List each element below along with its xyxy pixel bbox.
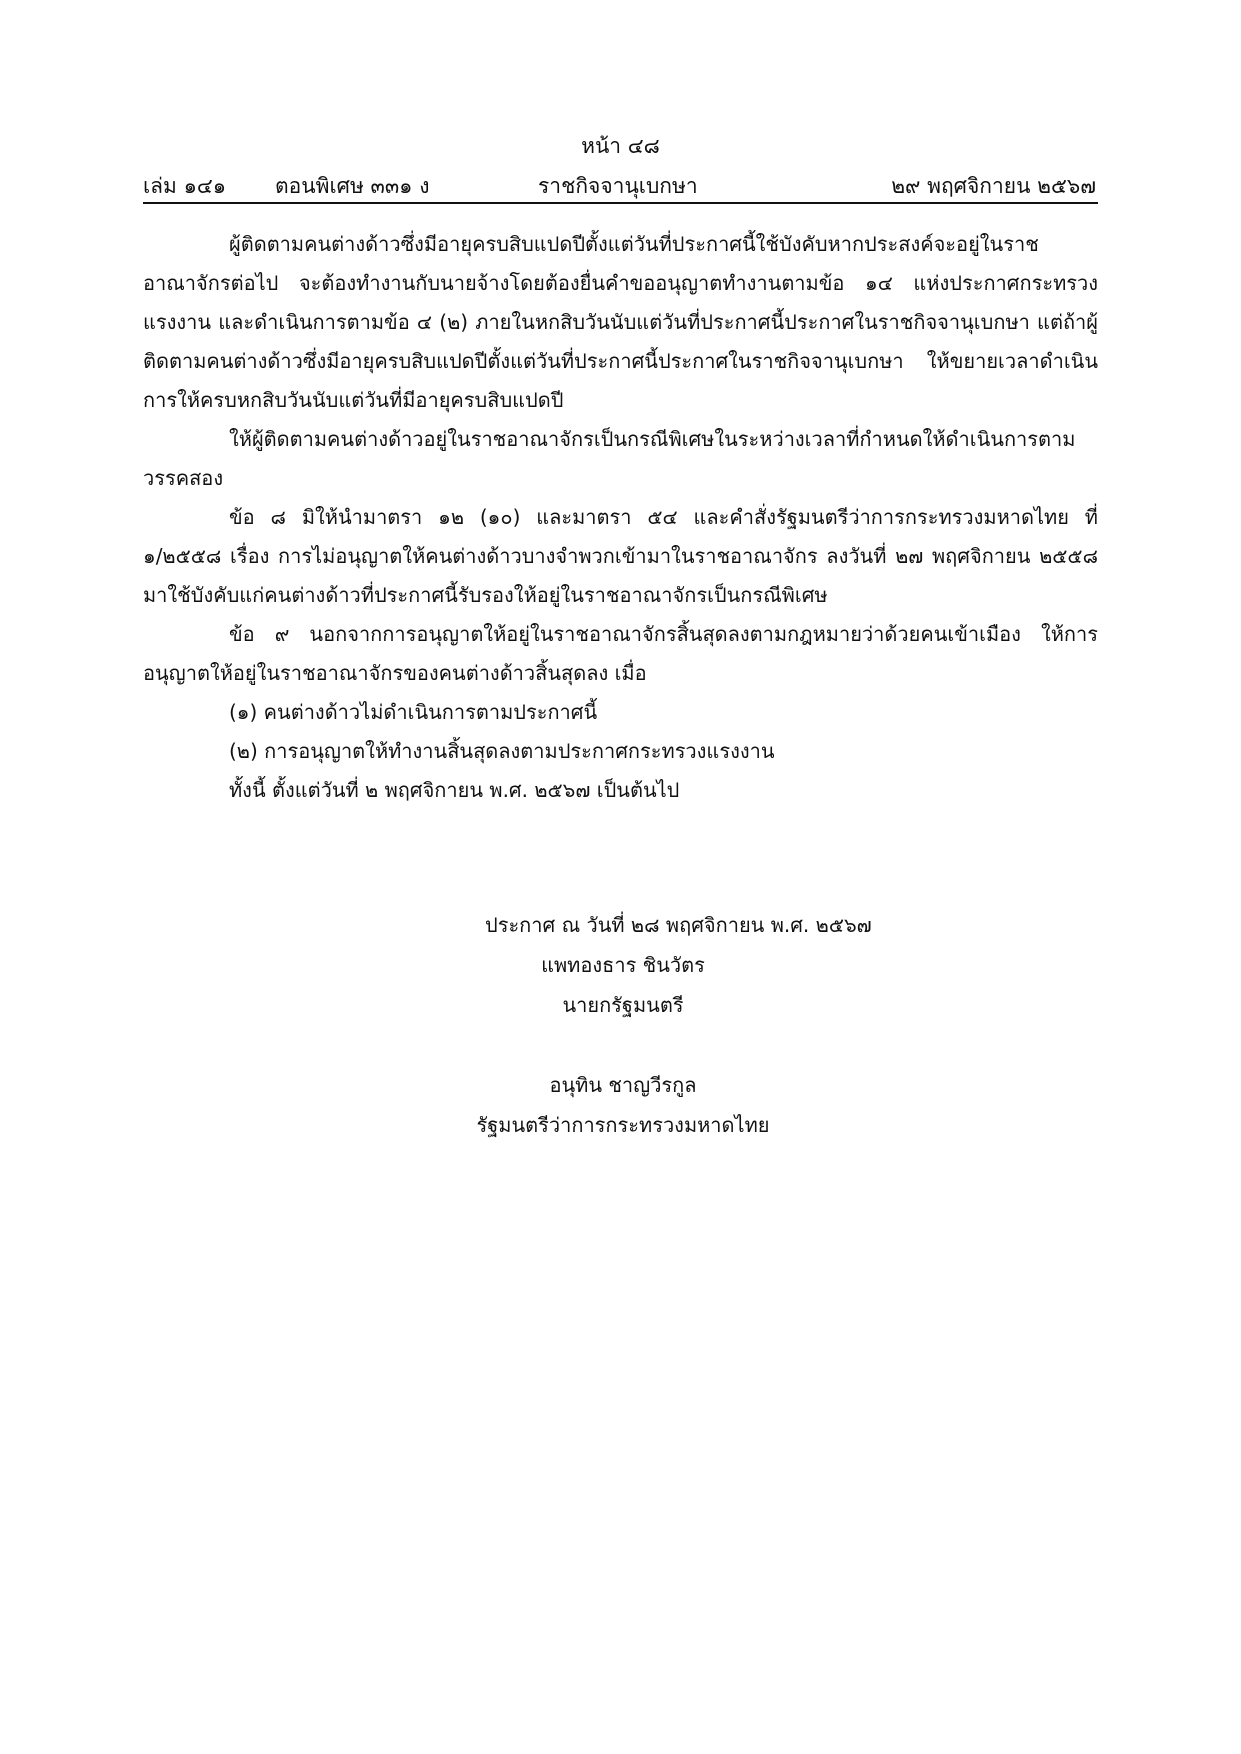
signature-block — [143, 905, 1098, 1145]
publication-date: ๒๙ พฤศจิกายน ๒๕๖๗ — [891, 174, 1096, 198]
signature-gap — [143, 1025, 1098, 1065]
paragraph-special-stay: ให้ผู้ติดตามคนต่างด้าวอยู่ในราชอาณาจักรเป็นกรณีพิเศษในระหว่างเวลาที่กำหนดให้ดำเนินการตามวรรคสอง — [143, 427, 1076, 490]
signer-name-2: อนุทิน ชาญวีรกูล — [549, 1073, 697, 1097]
clause-9-item-1: (๑) คนต่างด้าวไม่ดำเนินการตามประกาศนี้ — [229, 700, 598, 724]
page-number: หน้า ๔๘ — [581, 134, 660, 158]
effective-date: ทั้งนี้ ตั้งแต่วันที่ ๒ พฤศจิกายน พ.ศ. ๒๕๖๗ เป็นต้นไป — [229, 778, 680, 802]
clause-8: ข้อ ๘ มิให้นำมาตรา ๑๒ (๑๐) และมาตรา ๕๔ และคำสั่งรัฐมนตรีว่าการกระทรวงมหาดไทย ที่ ๑/๒๕๕๘ เรื่อง การไม่อนุญาตให้คนต่างด้าวบางจำพวกเข้ามาในราชอาณาจักร ลงวันที่ ๒๗ พฤศจิกายน ๒๕๕๘ มาใช้บังคับแก่คนต่างด้าวที่ประกาศนี้รับรองให้อยู่ในราชอาณาจักรเป็นกรณีพิเศษ — [143, 505, 1098, 607]
document-body — [143, 225, 1098, 810]
paragraph-follower-age: ผู้ติดตามคนต่างด้าวซึ่งมีอายุครบสิบแปดปีตั้งแต่วันที่ประกาศนี้ใช้บังคับหากประสงค์จะอยู่ในราชอาณาจักรต่อไป จะต้องทำงานกับนายจ้างโดยต้องยื่นคำขออนุญาตทำงานตามข้อ ๑๔ แห่งประกาศกระทรวงแรงงาน และดำเนินการตามข้อ ๔ (๒) ภายในหกสิบวันนับแต่วันที่ประกาศนี้ประกาศในราชกิจจานุเบกษา แต่ถ้าผู้ติดตามคนต่างด้าวซึ่งมีอายุครบสิบแปดปีตั้งแต่วันที่ประกาศนี้ประกาศในราชกิจจานุเบกษา ให้ขยายเวลาดำเนินการให้ครบหกสิบวันนับแต่วันที่มีอายุครบสิบแปดปี — [143, 232, 1098, 412]
gazette-name: ราชกิจจานุเบกษา — [538, 174, 698, 198]
clause-9-item-2: (๒) การอนุญาตให้ทำงานสิ้นสุดลงตามประกาศกระทรวงแรงงาน — [229, 739, 775, 763]
signer-name-1: แพทองธาร ชินวัตร — [541, 953, 705, 977]
signer-title-2: รัฐมนตรีว่าการกระทรวงมหาดไทย — [476, 1113, 770, 1137]
gazette-header — [143, 168, 1098, 204]
volume-number: เล่ม ๑๔๑ — [143, 174, 227, 198]
signer-title-1: นายกรัฐมนตรี — [562, 993, 684, 1017]
clause-9: ข้อ ๙ นอกจากการอนุญาตให้อยู่ในราชอาณาจักรสิ้นสุดลงตามกฎหมายว่าด้วยคนเข้าเมือง ให้การอนุญาตให้อยู่ในราชอาณาจักรของคนต่างด้าวสิ้นสุดลง เมื่อ — [143, 622, 1098, 685]
announcement-date: ประกาศ ณ วันที่ ๒๘ พฤศจิกายน พ.ศ. ๒๕๖๗ — [485, 913, 872, 937]
issue-number: ตอนพิเศษ ๓๓๑ ง — [275, 174, 430, 198]
